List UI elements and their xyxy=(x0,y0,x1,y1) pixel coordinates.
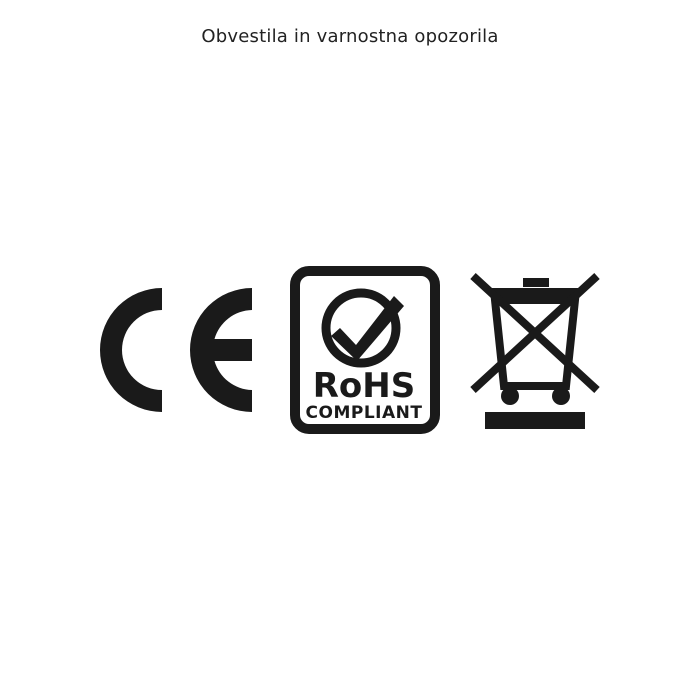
ce-marking-icon xyxy=(90,275,270,425)
rohs-compliant-label: COMPLIANT xyxy=(305,403,423,423)
page-title: Obvestila in varnostna opozorila xyxy=(201,26,499,47)
weee-mark xyxy=(450,255,620,445)
crossed-out-wheeled-bin-icon xyxy=(465,264,605,436)
ce-mark xyxy=(80,255,280,445)
rohs-mark xyxy=(280,255,450,445)
rohs-compliant-icon xyxy=(290,266,440,434)
rohs-label: RoHS xyxy=(312,366,416,406)
compliance-marks-row xyxy=(0,255,700,445)
